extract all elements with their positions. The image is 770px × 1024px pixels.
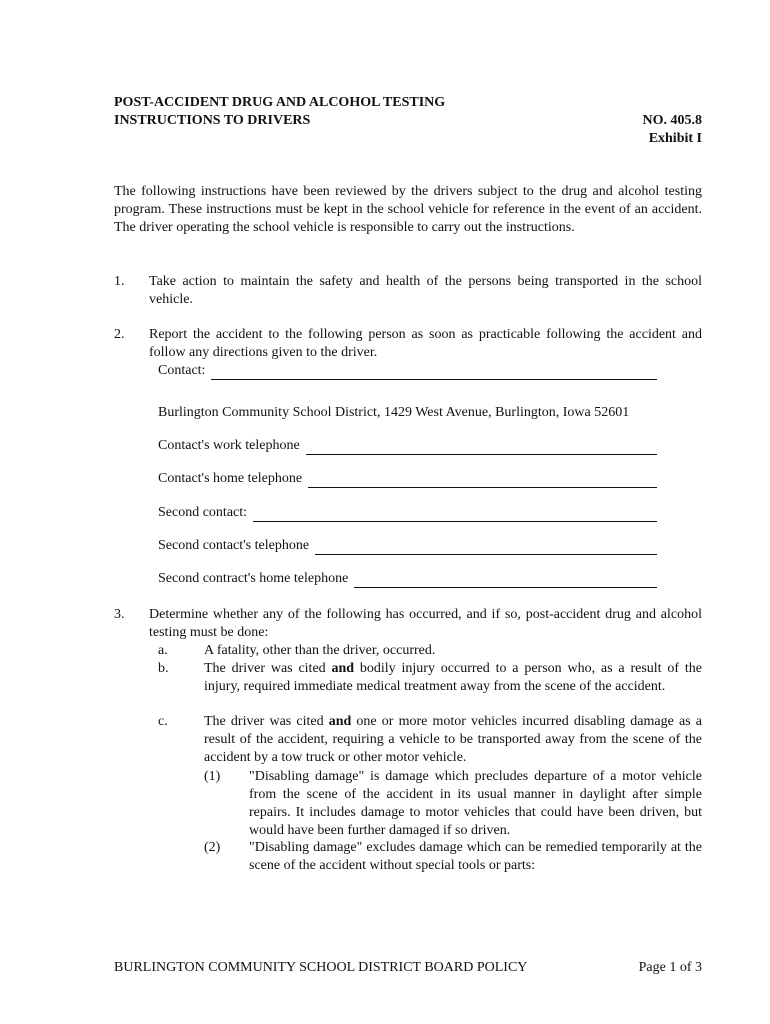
second-telephone-label: Second contact's telephone [158, 538, 310, 553]
policy-number: NO. 405.8 [642, 113, 702, 128]
second-home-telephone-field[interactable] [158, 570, 657, 588]
item3b-pre: The driver was cited [204, 661, 332, 676]
item3c-pre: The driver was cited [204, 714, 329, 729]
second-home-telephone-blank[interactable] [354, 573, 657, 588]
item2-text: Report the accident to the following person as soon as practicable following the accident and follow any directions given to the driver. [149, 327, 702, 360]
doc-title-line2: INSTRUCTIONS TO DRIVERS [114, 113, 311, 128]
second-contact-blank[interactable] [253, 507, 657, 522]
item3b-text [204, 660, 702, 696]
doc-title-line1: POST-ACCIDENT DRUG AND ALCOHOL TESTING [114, 95, 446, 110]
contact-blank[interactable] [211, 365, 657, 380]
second-contact-label: Second contact: [158, 505, 248, 520]
item3a-text: A fatality, other than the driver, occurred. [204, 643, 436, 658]
item3c2-text: "Disabling damage" excludes damage which can be remedied temporarily at the scene of the accident without special tools or parts: [249, 840, 702, 873]
second-telephone-field[interactable] [158, 537, 657, 555]
item3-text: Determine whether any of the following has occurred, and if so, post-accident drug and alcohol testing must be done: [149, 607, 702, 640]
item1-number: 1. [114, 274, 125, 289]
district-address: Burlington Community School District, 1429 West Avenue, Burlington, Iowa 52601 [158, 405, 630, 420]
work-telephone-blank[interactable] [306, 440, 657, 455]
work-telephone-field[interactable] [158, 437, 657, 455]
item3c-bold: and [328, 714, 352, 729]
item3-number: 3. [114, 607, 125, 622]
item1-text: Take action to maintain the safety and health of the persons being transported in the school vehicle. [149, 274, 702, 307]
second-contact-field[interactable] [158, 504, 657, 522]
contact-label: Contact: [158, 363, 206, 378]
intro-paragraph: The following instructions have been reviewed by the drivers subject to the drug and alcohol testing program. These instructions must be kept in the school vehicle for reference in the event of an accident. The driver operating the school vehicle is responsible to carry out the instructions. [114, 184, 702, 235]
second-home-telephone-label: Second contract's home telephone [158, 571, 349, 586]
footer-page-number: Page 1 of 3 [638, 960, 702, 975]
item3c-letter: c. [158, 714, 168, 729]
item3a-letter: a. [158, 643, 168, 658]
item3b-post: bodily injury occurred to a person who, as a result of the injury, required immediate medical treatment away from the scene of the accident. [204, 661, 702, 694]
item3c2-number: (2) [204, 840, 221, 855]
home-telephone-field[interactable] [158, 470, 657, 488]
item3c1-number: (1) [204, 769, 221, 784]
item3b-bold: and [331, 661, 355, 676]
item2-number: 2. [114, 327, 125, 342]
item3c1-text: "Disabling damage" is damage which precludes departure of a motor vehicle from the scene of the accident in its usual manner in daylight after simple repairs. It includes damage to motor vehicles that could have been driven, but would have been further damaged if so driven. [249, 769, 702, 838]
item3b-letter: b. [158, 661, 169, 676]
home-telephone-label: Contact's home telephone [158, 471, 303, 486]
item3c-post: one or more motor vehicles incurred disabling damage as a result of the accident, requiring a vehicle to be transported away from the scene of the accident by a tow truck or other motor vehicle. [204, 714, 702, 765]
work-telephone-label: Contact's work telephone [158, 438, 300, 453]
exhibit-label: Exhibit I [648, 131, 702, 146]
second-telephone-blank[interactable] [315, 540, 657, 555]
contact-field[interactable] [158, 362, 657, 380]
home-telephone-blank[interactable] [308, 473, 657, 488]
item3c-text [204, 713, 702, 767]
footer-policy-name: BURLINGTON COMMUNITY SCHOOL DISTRICT BOARD POLICY [114, 960, 528, 975]
